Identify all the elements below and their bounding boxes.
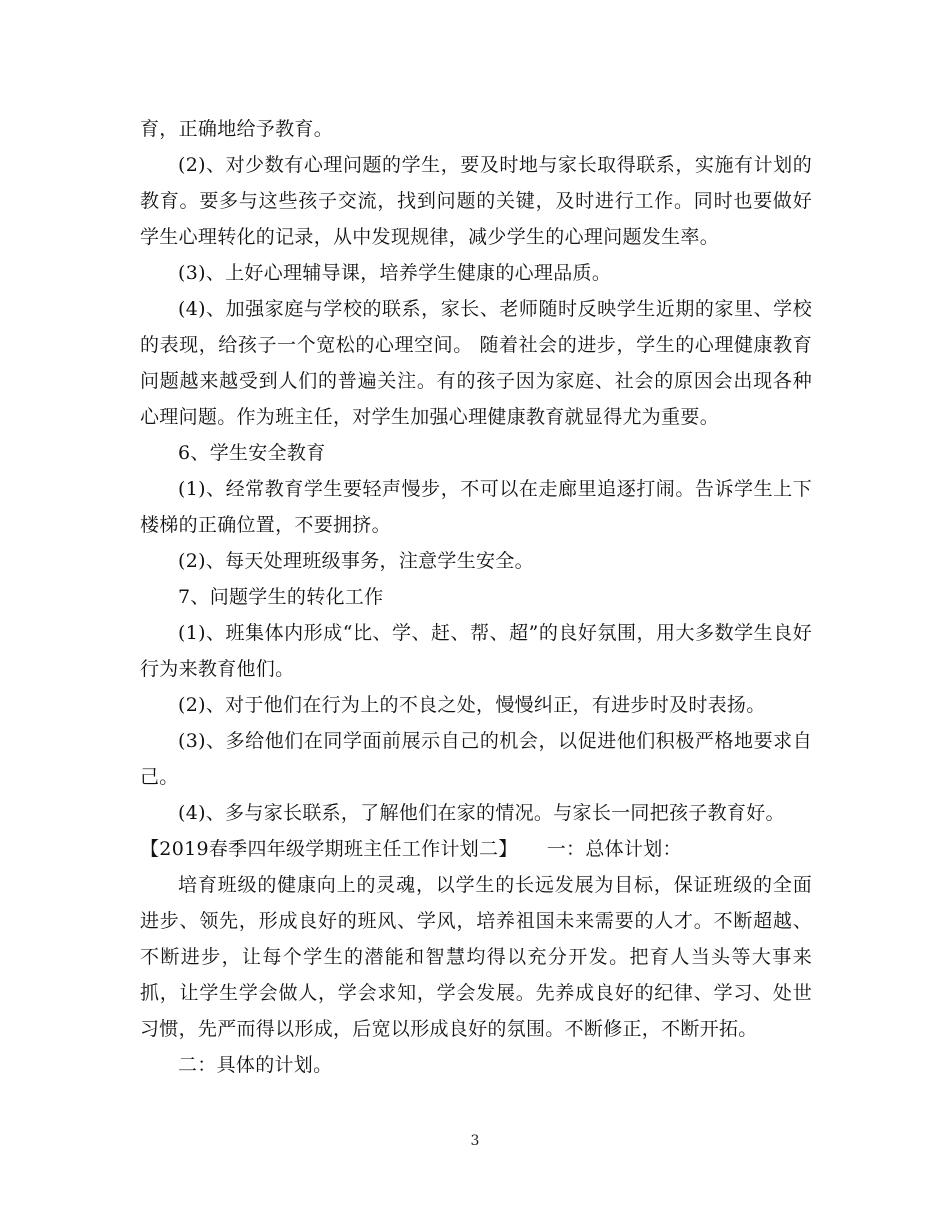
section-heading-specific-plan: 二：具体的计划。 [178, 1054, 333, 1076]
document-body [140, 111, 812, 1083]
paragraph-psych-item-4: (4)、加强家庭与学校的联系，家长、老师随时反映学生近期的家里、学校的表现，给孩子一个宽松的心理空间。 随着社会的进步，学生的心理健康教育问题越来越受到人们的普遍关注。有的孩子因为家庭、社会的原因会出现各种心理问题。作为班主任，对学生加强心理健康教育就显得尤为重要。 [140, 298, 812, 428]
section-heading-safety: 6、学生安全教育 [178, 442, 326, 464]
paragraph-psych-item-2: (2)、对少数有心理问题的学生，要及时地与家长取得联系，实施有计划的教育。要多与这些孩子交流，找到问题的关键，及时进行工作。同时也要做好学生心理转化的记录，从中发现规律，减少学生的心理问题发生率。 [140, 154, 812, 248]
paragraph-problem-item-1: (1)、班集体内形成“比、学、赶、帮、超”的良好氛围，用大多数学生良好行为来教育他们。 [140, 622, 812, 680]
paragraph-safety-item-1: (1)、经常教育学生要轻声慢步，不可以在走廊里追逐打闹。告诉学生上下楼梯的正确位置，不要拥挤。 [140, 478, 812, 536]
plan-two-heading: 【2019春季四年级学期班主任工作计划二】 一：总体计划： [140, 838, 682, 860]
section-heading-problem-students: 7、问题学生的转化工作 [178, 586, 384, 608]
page-number: 3 [470, 1133, 480, 1149]
paragraph-problem-item-3: (3)、多给他们在同学面前展示自己的机会，以促进他们积极严格地要求自己。 [140, 730, 812, 788]
paragraph-overall-plan: 培育班级的健康向上的灵魂，以学生的长远发展为目标，保证班级的全面进步、领先，形成良好的班风、学风，培养祖国未来需要的人才。不断超越、不断进步，让每个学生的潜能和智慧均得以充分开发。把育人当头等大事来抓，让学生学会做人，学会求知，学会发展。先养成良好的纪律、学习、处世习惯，先严而得以形成，后宽以形成良好的氛围。不断修正，不断开拓。 [140, 874, 812, 1040]
paragraph-problem-item-4: (4)、多与家长联系，了解他们在家的情况。与家长一同把孩子教育好。 [178, 802, 785, 824]
paragraph-problem-item-2: (2)、对于他们在行为上的不良之处，慢慢纠正，有进步时及时表扬。 [178, 694, 766, 716]
paragraph-safety-item-2: (2)、每天处理班级事务，注意学生安全。 [178, 550, 534, 572]
paragraph-psych-item-3: (3)、上好心理辅导课，培养学生健康的心理品质。 [178, 262, 612, 284]
paragraph-continuation: 育，正确地给予教育。 [140, 118, 334, 140]
